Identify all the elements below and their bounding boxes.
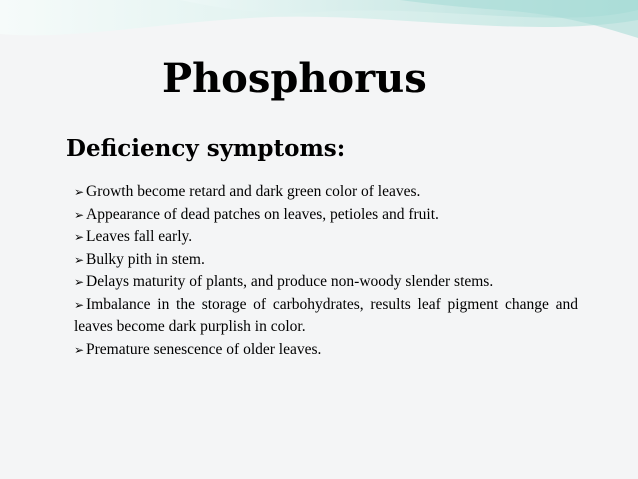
arrow-bullet-icon: ➢ — [74, 252, 85, 267]
list-item: ➢ Delays maturity of plants, and produce non-woody slender stems. — [74, 271, 578, 294]
list-item: ➢ Appearance of dead patches on leaves, petioles and fruit. — [74, 204, 578, 227]
slide-title: Phosphorus — [162, 55, 427, 102]
list-item: ➢ Bulky pith in stem. — [74, 249, 578, 272]
arrow-bullet-icon: ➢ — [74, 297, 85, 312]
slide-subtitle: Deficiency symptoms: — [66, 135, 346, 162]
list-item: ➢ Premature senescence of older leaves. — [74, 339, 578, 362]
arrow-bullet-icon: ➢ — [74, 230, 85, 244]
arrow-bullet-icon: ➢ — [74, 275, 85, 289]
arrow-bullet-icon: ➢ — [74, 207, 85, 222]
symptom-list — [74, 181, 578, 361]
arrow-bullet-icon: ➢ — [74, 342, 85, 357]
arrow-bullet-icon: ➢ — [74, 185, 85, 199]
list-item: ➢ Leaves fall early. — [74, 226, 578, 249]
list-item: ➢ Imbalance in the storage of carbohydrates, results leaf pigment change and leaves become dark purplish in color. — [74, 295, 578, 335]
list-item: ➢ Growth become retard and dark green color of leaves. — [74, 181, 578, 204]
